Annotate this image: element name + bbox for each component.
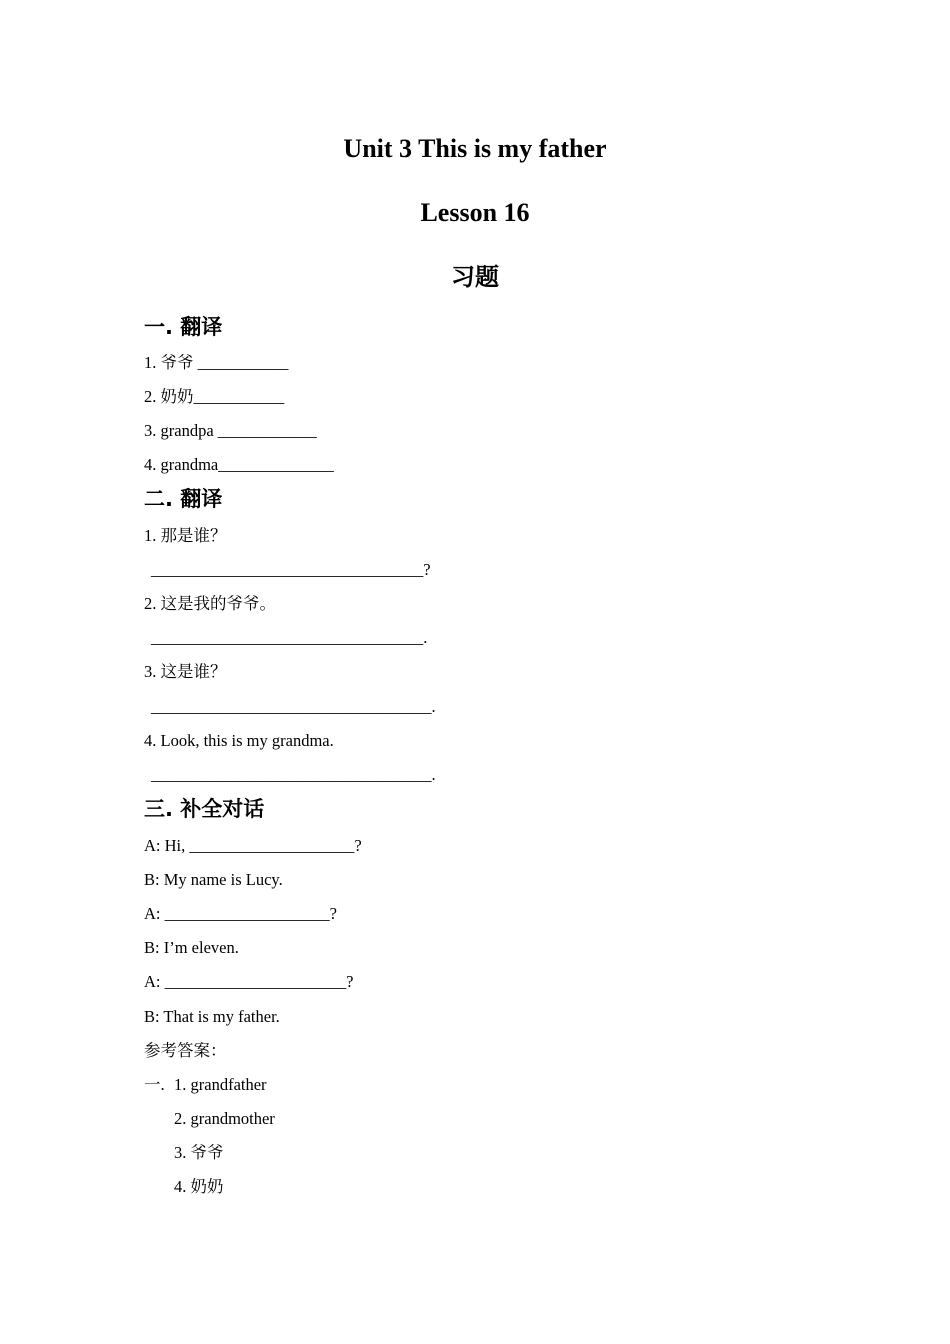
section-2-heading: 二. 翻译	[144, 487, 223, 511]
section-1-item: 3. grandpa ____________	[144, 421, 317, 440]
section-2-answer-line: _________________________________?	[151, 560, 431, 579]
answers-heading: 参考答案：	[144, 1041, 227, 1060]
section-1-heading: 一. 翻译	[144, 315, 223, 339]
unit-title: Unit 3 This is my father	[343, 134, 607, 163]
answer-item: 1. grandfather	[174, 1075, 267, 1094]
section-2-answer-line: __________________________________.	[151, 697, 436, 716]
answer-item: 4. 奶奶	[174, 1177, 224, 1196]
section-2-answer-line: _________________________________.	[151, 628, 428, 647]
section-3-heading: 三. 补全对话	[144, 797, 265, 821]
section-2-answer-line: __________________________________.	[151, 765, 436, 784]
section-1-item: 2. 奶奶___________	[144, 387, 285, 406]
dialogue-line: B: I’m eleven.	[144, 938, 239, 957]
section-1-item: 1. 爷爷 ___________	[144, 353, 289, 372]
exercise-subtitle: 习题	[451, 263, 499, 291]
section-2-question: 2. 这是我的爷爷。	[144, 594, 276, 613]
section-1-item: 4. grandma______________	[144, 455, 334, 474]
section-2-question: 1. 那是谁？	[144, 526, 227, 545]
dialogue-line: A: ______________________?	[144, 972, 354, 991]
section-2-question: 4. Look, this is my grandma.	[144, 731, 334, 750]
dialogue-line: B: That is my father.	[144, 1007, 280, 1026]
lesson-title: Lesson 16	[420, 198, 530, 227]
answer-item: 3. 爷爷	[174, 1143, 224, 1162]
dialogue-line: A: Hi, ____________________?	[144, 836, 362, 855]
answers-lead: 一.	[144, 1075, 165, 1094]
dialogue-line: A: ____________________?	[144, 904, 337, 923]
section-2-question: 3. 这是谁？	[144, 662, 227, 681]
dialogue-line: B: My name is Lucy.	[144, 870, 283, 889]
answer-item: 2. grandmother	[174, 1109, 275, 1128]
